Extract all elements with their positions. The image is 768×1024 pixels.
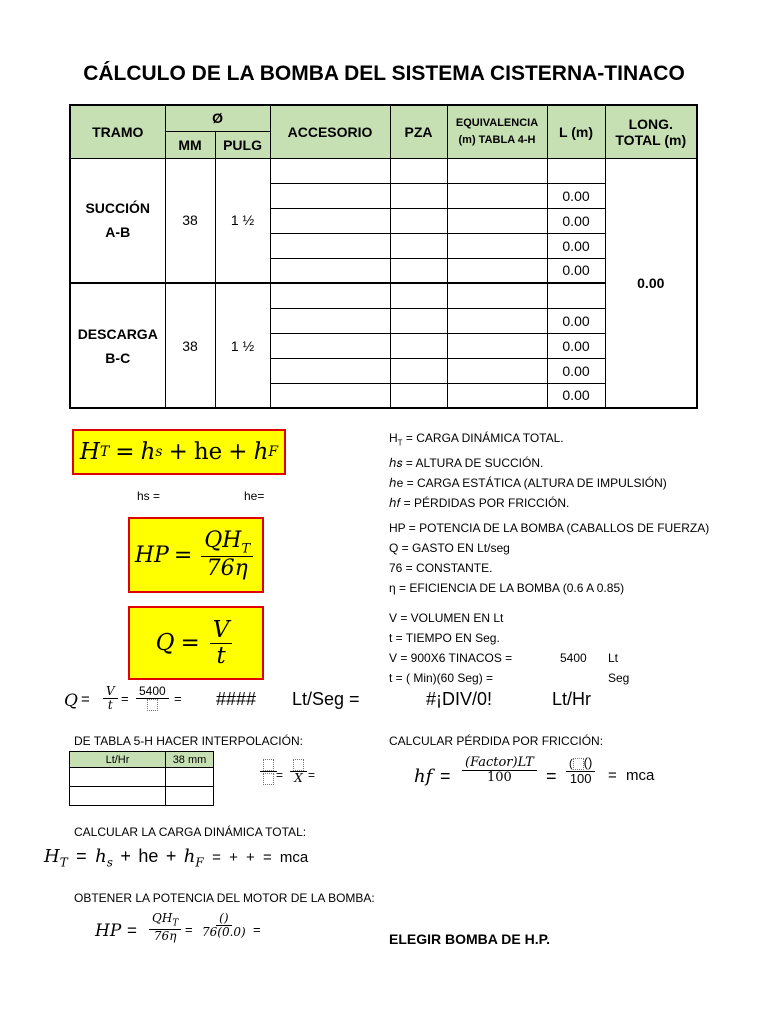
equiv-cell[interactable]	[447, 383, 547, 408]
equiv-cell[interactable]	[447, 333, 547, 358]
header-l: L (m)	[547, 105, 605, 158]
accesorio-cell[interactable]	[270, 208, 390, 233]
power-label: OBTENER LA POTENCIA DEL MOTOR DE LA BOMBA:	[74, 891, 375, 905]
q-lt-hr-value: #¡DIV/0!	[426, 689, 493, 709]
power-formula: HP = $QH_T$ 76η = () 76(0.0) =	[95, 911, 261, 943]
pza-cell[interactable]	[390, 333, 447, 358]
equiv-cell[interactable]	[447, 183, 547, 208]
interp-col-lthr: Lt/Hr	[70, 752, 166, 768]
choose-pump-text: ELEGIR BOMBA DE H.P.	[389, 931, 551, 947]
legend-hs-line: ℎ𝑠 = ALTURA DE SUCCIÓN.	[389, 456, 544, 471]
he-label: he=	[244, 489, 265, 503]
equiv-cell[interactable]	[447, 258, 547, 283]
pza-cell[interactable]	[390, 233, 447, 258]
q-lt-seg-value: ####	[216, 689, 257, 709]
equiv-cell[interactable]	[447, 308, 547, 333]
interp-cell[interactable]	[70, 768, 166, 787]
interp-table	[69, 751, 214, 806]
header-tramo: TRAMO	[70, 105, 165, 158]
legend-he-line: ℎe = CARGA ESTÁTICA (ALTURA DE IMPULSIÓN)	[389, 476, 667, 491]
header-pza: PZA	[390, 105, 447, 158]
header-accesorio: ACCESORIO	[270, 105, 390, 158]
long-total-value: 0.00	[605, 158, 697, 408]
interp-cell[interactable]	[166, 768, 214, 787]
formula-ht-box: H T = h s + he + h F	[72, 429, 286, 475]
hp-legend: HP = POTENCIA DE LA BOMBA (CABALLOS DE FUERZA) Q = GASTO EN Lt/seg 76 = CONSTANTE. η = EFICIENCIA DE LA BOMBA (0.6 A 0.85)	[389, 521, 710, 595]
equiv-cell[interactable]	[447, 283, 547, 308]
pza-cell[interactable]	[390, 183, 447, 208]
total-formula: $H_T = h_s$ + he + $h_F$ = + + = mca	[44, 846, 309, 870]
descarga-mm: 38	[165, 283, 215, 408]
accesorio-cell[interactable]	[270, 308, 390, 333]
header-pulg: PULG	[215, 131, 270, 158]
pza-cell[interactable]	[390, 158, 447, 183]
pza-cell[interactable]	[390, 308, 447, 333]
equiv-cell[interactable]	[447, 358, 547, 383]
hs-label: hs =	[137, 489, 161, 503]
accesorio-cell[interactable]	[270, 158, 390, 183]
l-cell: 0.00	[547, 383, 605, 408]
accesorio-cell[interactable]	[270, 333, 390, 358]
header-equivalencia: EQUIVALENCIA (m) TABLA 4-H	[447, 105, 547, 158]
friction-formula: hf = (Factor)LT 100 = ( () 100 = mca	[414, 755, 655, 787]
accesorio-cell[interactable]	[270, 233, 390, 258]
ht-legend	[389, 428, 719, 513]
accesorio-cell[interactable]	[270, 183, 390, 208]
l-cell: 0.00	[547, 333, 605, 358]
legend-ht-line: $H_T$ = CARGA DINÁMICA TOTAL.	[389, 431, 564, 448]
accesorio-cell[interactable]	[270, 258, 390, 283]
formula-hp-box: HP = $\frac{QH_T}{76\eta}$	[128, 517, 264, 593]
l-cell: 0.00	[547, 358, 605, 383]
header-mm: MM	[165, 131, 215, 158]
page-title: CÁLCULO DE LA BOMBA DEL SISTEMA CISTERNA-TINACO	[83, 62, 685, 85]
pza-cell[interactable]	[390, 358, 447, 383]
friction-label: CALCULAR PÉRDIDA POR FRICCIÓN:	[389, 734, 604, 748]
q-calc-line: Q = $\frac{V}{t}$ = 5400 = #### Lt/Seg = #¡DIV/0! Lt/Hr	[64, 684, 592, 712]
descarga-pulg: 1 ½	[215, 283, 270, 408]
tramo-descarga: DESCARGA B-C	[70, 283, 165, 408]
q-legend: V = VOLUMEN EN Lt t = TIEMPO EN Seg. V = 900X6 TINACOS = 5400 Lt t = ( Min)(60 Seg) = Seg	[389, 611, 630, 685]
l-cell	[547, 158, 605, 183]
accesorio-cell[interactable]	[270, 283, 390, 308]
l-cell: 0.00	[547, 208, 605, 233]
interp-cell[interactable]	[70, 787, 166, 806]
pza-cell[interactable]	[390, 383, 447, 408]
succion-mm: 38	[165, 158, 215, 283]
pza-cell[interactable]	[390, 208, 447, 233]
interp-proportion: = X =	[256, 758, 326, 798]
equiv-cell[interactable]	[447, 208, 547, 233]
formula-q-box: Q = $\frac{V}{t}$	[128, 606, 264, 680]
l-cell	[547, 283, 605, 308]
interp-col-38mm: 38 mm	[166, 752, 214, 768]
l-cell: 0.00	[547, 233, 605, 258]
l-cell: 0.00	[547, 258, 605, 283]
accesorio-cell[interactable]	[270, 358, 390, 383]
tramo-succion: SUCCIÓN A-B	[70, 158, 165, 283]
interp-label: DE TABLA 5-H HACER INTERPOLACIÓN:	[74, 734, 303, 748]
equiv-cell[interactable]	[447, 158, 547, 183]
header-long-total: LONG. TOTAL (m)	[605, 105, 697, 158]
interp-cell[interactable]	[166, 787, 214, 806]
pza-cell[interactable]	[390, 283, 447, 308]
pump-table	[69, 104, 698, 409]
legend-hf-line: ℎ𝑓 = PÉRDIDAS POR FRICCIÓN.	[389, 496, 570, 511]
equiv-cell[interactable]	[447, 233, 547, 258]
succion-pulg: 1 ½	[215, 158, 270, 283]
l-cell: 0.00	[547, 308, 605, 333]
l-cell: 0.00	[547, 183, 605, 208]
pza-cell[interactable]	[390, 258, 447, 283]
accesorio-cell[interactable]	[270, 383, 390, 408]
total-label: CALCULAR LA CARGA DINÁMICA TOTAL:	[74, 825, 307, 839]
header-diameter: Ø	[165, 105, 270, 131]
